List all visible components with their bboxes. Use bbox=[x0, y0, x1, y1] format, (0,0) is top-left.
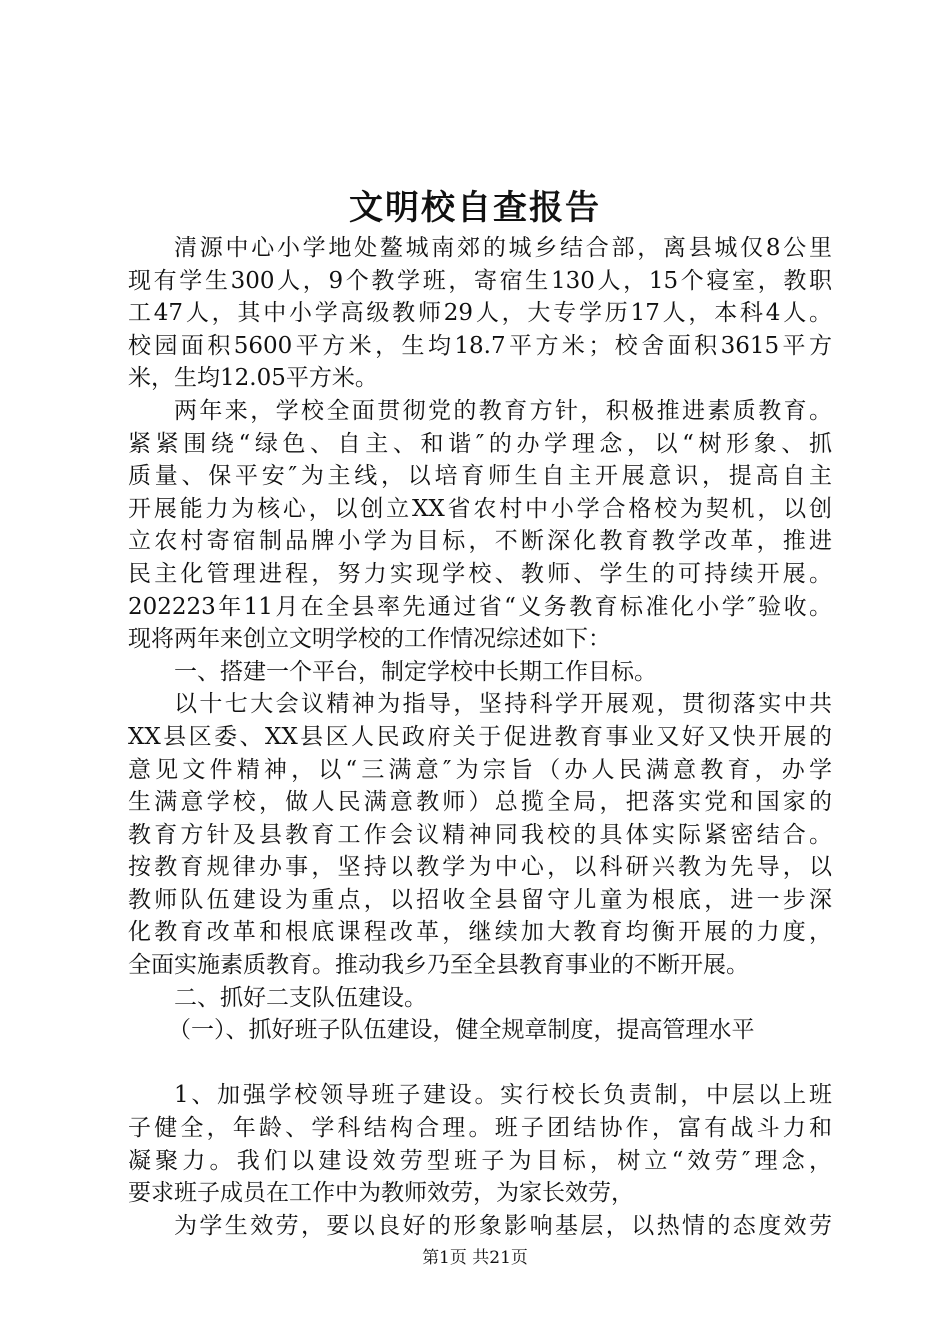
page-title: 文明校自查报告 bbox=[349, 188, 601, 228]
paragraph-line: 校园面积5600平方米，生均18.7平方米；校舍面积3615平方 bbox=[128, 332, 832, 359]
paragraph-line: 质量、保平安″为主线，以培育师生自主开展意识，提高自主 bbox=[128, 463, 832, 490]
paragraph-line: 202223年11月在全县率先通过省“义务教育标准化小学″验收。 bbox=[128, 593, 832, 620]
paragraph-line: 米，生均12.05平方米。 bbox=[128, 365, 378, 392]
page-footer: 第1页 共21页 bbox=[422, 1248, 528, 1268]
paragraph-line: 教师队伍建设为重点，以招收全县留守儿童为根底，进一步深 bbox=[128, 886, 832, 913]
paragraph-line: 立农村寄宿制品牌小学为目标，不断深化教育教学改革，推进 bbox=[128, 528, 832, 555]
paragraph-line: 现将两年来创立文明学校的工作情况综述如下： bbox=[128, 626, 611, 653]
paragraph-line: 化教育改革和根底课程改革，继续加大教育均衡开展的力度， bbox=[128, 919, 832, 946]
paragraph-line: 凝聚力。我们以建设效劳型班子为目标，树立“效劳″理念， bbox=[128, 1147, 832, 1174]
section-heading: 二、抓好二支队伍建设。 bbox=[174, 984, 427, 1011]
paragraph-line: 生满意学校，做人民满意教师）总揽全局，把落实党和国家的 bbox=[128, 789, 832, 816]
paragraph-line: 开展能力为核心，以创立XX省农村中小学合格校为契机，以创 bbox=[128, 495, 832, 522]
paragraph-line: 两年来，学校全面贯彻党的教育方针，积极推进素质教育。 bbox=[174, 397, 832, 424]
paragraph-line: 民主化管理进程，努力实现学校、教师、学生的可持续开展。 bbox=[128, 560, 832, 587]
paragraph-line: 按教育规律办事，坚持以教学为中心，以科研兴教为先导，以 bbox=[128, 854, 832, 881]
paragraph-line: 工47人，其中小学高级教师29人，大专学历17人，本科4人。 bbox=[128, 300, 832, 327]
section-heading: 一、搭建一个平台，制定学校中长期工作目标。 bbox=[174, 658, 657, 685]
paragraph-line: 全面实施素质教育。推动我乡乃至全县教育事业的不断开展。 bbox=[128, 952, 749, 979]
paragraph-line: 为学生效劳，要以良好的形象影响基层，以热情的态度效劳 bbox=[174, 1212, 832, 1239]
paragraph-line: 1、加强学校领导班子建设。实行校长负责制，中层以上班 bbox=[174, 1082, 832, 1109]
paragraph-line: 教育方针及县教育工作会议精神同我校的具体实际紧密结合。 bbox=[128, 821, 832, 848]
document-body bbox=[128, 232, 832, 1242]
paragraph-line: 清源中心小学地处鳌城南郊的城乡结合部，离县城仅8公里 bbox=[174, 235, 832, 261]
subsection-heading: （一）、抓好班子队伍建设，健全规章制度，提高管理水平 bbox=[168, 1017, 755, 1044]
paragraph-line: 意见文件精神，以“三满意″为宗旨（办人民满意教育，办学 bbox=[128, 756, 832, 783]
blank-line bbox=[128, 1047, 832, 1080]
paragraph-line: 以十七大会议精神为指导，坚持科学开展观，贯彻落实中共 bbox=[174, 691, 832, 718]
paragraph-line: 要求班子成员在工作中为教师效劳，为家长效劳， bbox=[128, 1180, 634, 1207]
paragraph-line: 子健全，年龄、学科结构合理。班子团结协作，富有战斗力和 bbox=[128, 1115, 832, 1142]
paragraph-line: XX县区委、XX县区人民政府关于促进教育事业又好又快开展的 bbox=[128, 723, 832, 750]
paragraph-line: 紧紧围绕“绿色、自主、和谐″的办学理念，以“树形象、抓 bbox=[128, 430, 832, 457]
paragraph-line: 现有学生300人，9个教学班，寄宿生130人，15个寝室，教职 bbox=[128, 267, 832, 294]
